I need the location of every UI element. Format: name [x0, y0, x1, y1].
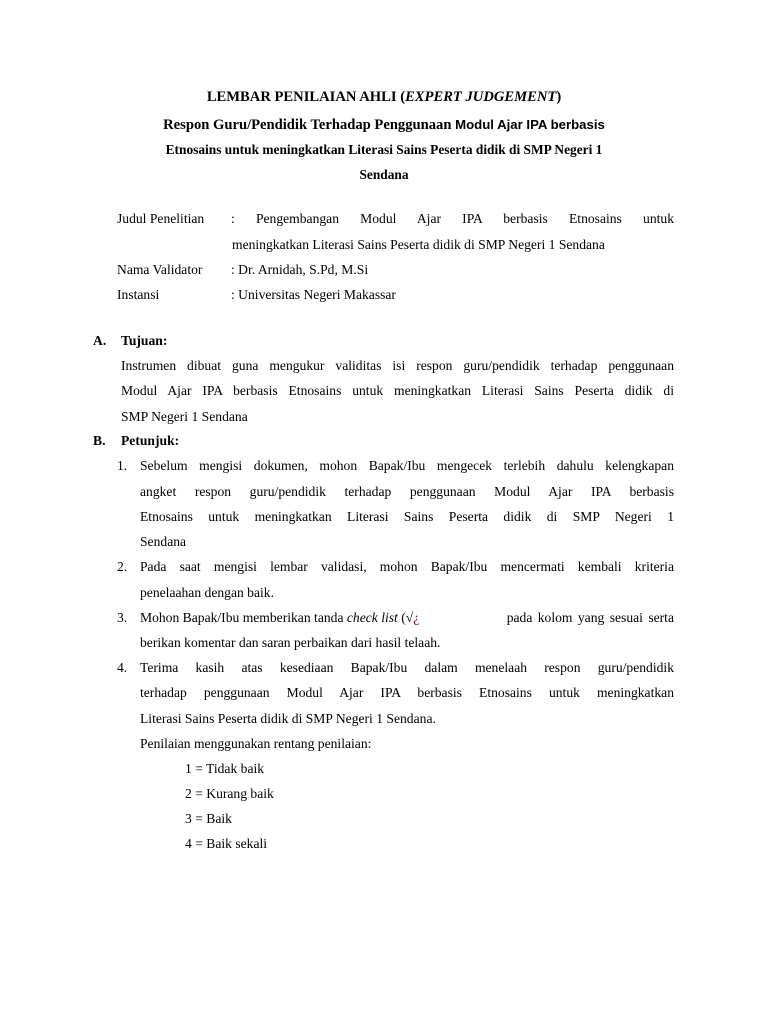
- judul-label: Judul Penelitian: [117, 211, 205, 226]
- section-b-marker: B.: [93, 433, 106, 448]
- judul-value-line2: meningkatkan Literasi Sains Peserta didik di SMP Negeri 1 Sendana: [232, 237, 605, 252]
- item1-line: angket respon guru/pendidik terhadap penggunaan Modul Ajar IPA berbasis: [140, 484, 674, 499]
- section-b-heading: Petunjuk:: [121, 433, 180, 448]
- item4-line: Terima kasih atas kesediaan Bapak/Ibu dalam menelaah respon guru/pendidik: [140, 660, 674, 675]
- item3-paren: (√: [397, 610, 414, 625]
- item2-line: penelaahan dengan baik.: [140, 585, 274, 600]
- section-a-line: Instrumen dibuat guna mengukur validitas isi respon guru/pendidik terhadap penggunaan: [121, 358, 674, 373]
- item1-line: Sendana: [140, 534, 187, 549]
- scale-item: 2 = Kurang baik: [185, 786, 274, 801]
- instansi-label: Instansi: [117, 287, 160, 302]
- scale-intro: Penilaian menggunakan rentang penilaian:: [140, 736, 372, 751]
- item3-line1-text: [140, 609, 419, 627]
- document-subtitle-line2: Etnosains untuk meningkatkan Literasi Sains Peserta didik di SMP Negeri 1: [165, 142, 603, 157]
- checkmark-glyph: ¿: [413, 610, 420, 625]
- section-a-marker: A.: [93, 333, 107, 348]
- title-italic: EXPERT JUDGEMENT: [405, 89, 557, 105]
- item1-number: 1.: [117, 458, 128, 473]
- item3-pre: Mohon Bapak/Ibu memberikan tanda: [140, 610, 347, 625]
- document-subtitle-line3: Sendana: [359, 167, 409, 182]
- judul-value-line1: : Pengembangan Modul Ajar IPA berbasis Etnosains untuk: [231, 211, 674, 226]
- instansi-value: : Universitas Negeri Makassar: [231, 287, 396, 302]
- item2-number: 2.: [117, 559, 128, 574]
- section-a-line: SMP Negeri 1 Sendana: [121, 409, 248, 424]
- title-prefix: LEMBAR PENILAIAN AHLI (: [206, 89, 406, 105]
- item3-line1: [140, 609, 674, 627]
- item1-line: Etnosains untuk meningkatkan Literasi Sains Peserta didik di SMP Negeri 1: [140, 509, 674, 524]
- section-a-line: Modul Ajar IPA berbasis Etnosains untuk meningkatkan Literasi Sains Peserta didik di: [121, 383, 674, 398]
- document-title: [0, 88, 768, 106]
- item3-italic: check list: [346, 610, 398, 625]
- subtitle-part1: Respon Guru/Pendidik Terhadap Penggunaan: [163, 117, 456, 133]
- item4-number: 4.: [117, 660, 128, 675]
- item3-number: 3.: [117, 610, 128, 625]
- validator-value: : Dr. Arnidah, S.Pd, M.Si: [231, 262, 369, 277]
- item3-post: pada kolom yang sesuai serta: [506, 610, 674, 625]
- item4-line: Literasi Sains Peserta didik di SMP Negeri 1 Sendana.: [140, 711, 436, 726]
- scale-item: 4 = Baik sekali: [185, 836, 268, 851]
- scale-item: 1 = Tidak baik: [185, 761, 265, 776]
- subtitle-part2: Modul Ajar IPA berbasis: [455, 117, 605, 132]
- validator-label: Nama Validator: [117, 262, 203, 277]
- item3-line2: berikan komentar dan saran perbaikan dari hasil telaah.: [140, 635, 441, 650]
- scale-item: 3 = Baik: [185, 811, 232, 826]
- document-subtitle-line1: [0, 116, 768, 134]
- item1-line: Sebelum mengisi dokumen, mohon Bapak/Ibu mengecek terlebih dahulu kelengkapan: [140, 458, 674, 473]
- item4-line: terhadap penggunaan Modul Ajar IPA berbasis Etnosains untuk meningkatkan: [140, 685, 674, 700]
- item2-line: Pada saat mengisi lembar validasi, mohon Bapak/Ibu mencermati kembali kriteria: [140, 559, 674, 574]
- title-suffix: ): [556, 89, 562, 105]
- section-a-heading: Tujuan:: [121, 333, 168, 348]
